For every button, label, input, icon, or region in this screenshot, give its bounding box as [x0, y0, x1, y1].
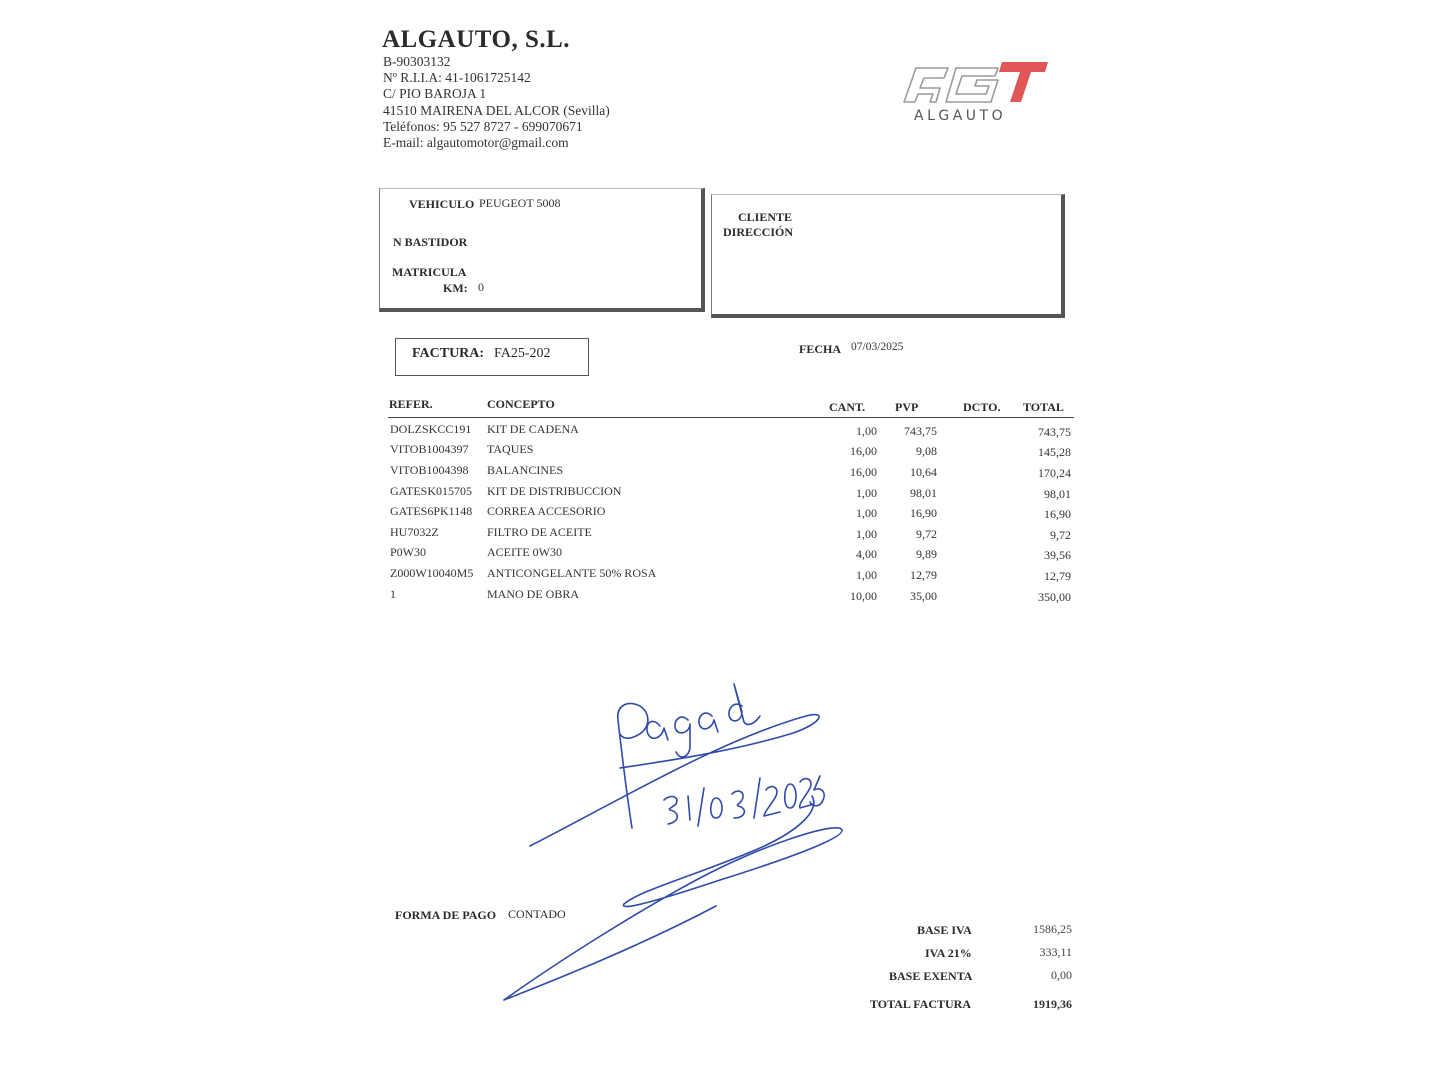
fecha-label: FECHA [799, 342, 841, 356]
total-factura-value: 1919,36 [1033, 997, 1072, 1011]
cell-cant: 1,00 [856, 424, 877, 438]
table-header-rule [388, 417, 1074, 418]
cell-pvp: 743,75 [904, 424, 937, 438]
col-header-pvp: PVP [895, 400, 919, 414]
table-row [0, 463, 1440, 483]
table-row [0, 525, 1440, 545]
table-row [0, 545, 1440, 565]
cell-concepto: KIT DE CADENA [487, 422, 579, 436]
cell-concepto: TAQUES [487, 442, 534, 456]
cell-concepto: KIT DE DISTRIBUCCION [487, 484, 622, 498]
col-header-total: TOTAL [1023, 400, 1064, 414]
table-row [0, 587, 1440, 607]
company-name: ALGAUTO, S.L. [382, 26, 571, 53]
company-city: 41510 MAIRENA DEL ALCOR (Sevilla) [383, 102, 610, 118]
cell-pvp: 35,00 [910, 589, 937, 603]
cell-total: 98,01 [1044, 487, 1071, 501]
col-header-ref: REFER. [389, 397, 433, 411]
company-details [383, 54, 610, 151]
cell-cant: 1,00 [856, 568, 877, 582]
col-header-cant: CANT. [829, 400, 866, 414]
cell-ref: Z000W10040M5 [390, 566, 474, 580]
cell-cant: 1,00 [856, 527, 877, 541]
cell-concepto: MANO DE OBRA [487, 587, 580, 601]
col-header-dcto: DCTO. [963, 400, 1001, 414]
cell-total: 350,00 [1038, 590, 1071, 604]
cell-total: 39,56 [1044, 548, 1071, 562]
cell-ref: GATES6PK1148 [390, 504, 473, 518]
cell-pvp: 10,64 [910, 465, 937, 479]
company-street: C/ PIO BAROJA 1 [383, 86, 487, 102]
cell-ref: DOLZSKCC191 [390, 422, 472, 436]
vehiculo-value: PEUGEOT 5008 [479, 196, 561, 210]
logo-subtitle: ALGAUTO [914, 108, 1007, 124]
cell-pvp: 16,90 [910, 506, 937, 520]
company-riia: Nº R.I.I.A: 41-1061725142 [383, 70, 531, 86]
cell-cant: 1,00 [856, 486, 877, 500]
direccion-label: DIRECCIÓN [723, 225, 794, 239]
cell-ref: HU7032Z [390, 525, 439, 539]
forma-pago-value: CONTADO [508, 907, 566, 921]
cell-total: 145,28 [1038, 445, 1071, 459]
cell-cant: 1,00 [856, 506, 877, 520]
cell-total: 743,75 [1038, 425, 1071, 439]
cliente-label: CLIENTE [738, 210, 793, 224]
bastidor-label: N BASTIDOR [393, 235, 468, 249]
cell-ref: GATESK015705 [390, 484, 473, 498]
cell-pvp: 9,89 [916, 547, 937, 561]
fecha-value: 07/03/2025 [851, 341, 904, 353]
cell-concepto: FILTRO DE ACEITE [487, 525, 592, 539]
factura-label: FACTURA: [412, 346, 485, 361]
cell-total: 16,90 [1044, 507, 1071, 521]
cell-pvp: 12,79 [910, 568, 937, 582]
cell-ref: VITOB1004398 [390, 463, 469, 477]
cell-cant: 10,00 [850, 589, 877, 603]
company-email: E-mail: algautomotor@gmail.com [383, 135, 569, 151]
company-phones: Teléfonos: 95 527 8727 - 699070671 [383, 118, 583, 134]
table-row [0, 504, 1440, 524]
base-iva-label: BASE IVA [917, 923, 972, 937]
cell-pvp: 9,72 [916, 527, 937, 541]
cell-cant: 16,00 [850, 444, 877, 458]
base-iva-value: 1586,25 [1033, 922, 1072, 936]
col-header-concepto: CONCEPTO [487, 397, 555, 411]
table-row [0, 442, 1440, 462]
cell-pvp: 98,01 [910, 486, 937, 500]
base-exenta-label: BASE EXENTA [889, 969, 973, 983]
base-exenta-value: 0,00 [1051, 968, 1072, 982]
cell-ref: VITOB1004397 [390, 442, 469, 456]
cell-concepto: BALANCINES [487, 463, 564, 477]
iva-value: 333,11 [1039, 945, 1072, 959]
factura-number: FA25-202 [494, 346, 551, 361]
forma-pago-label: FORMA DE PAGO [395, 908, 497, 922]
cell-total: 12,79 [1044, 569, 1071, 583]
table-row [0, 484, 1440, 504]
cell-concepto: CORREA ACCESORIO [487, 504, 606, 518]
company-cif: B-90303132 [383, 54, 451, 69]
km-value: 0 [478, 280, 484, 294]
table-row [0, 422, 1440, 442]
table-row [0, 566, 1440, 586]
km-label: KM: [443, 281, 468, 295]
cell-concepto: ANTICONGELANTE 50% ROSA [487, 566, 657, 580]
matricula-label: MATRICULA [392, 265, 467, 279]
cell-cant: 16,00 [850, 465, 877, 479]
cell-total: 9,72 [1050, 528, 1071, 542]
cell-pvp: 9,08 [916, 444, 937, 458]
cell-ref: 1 [390, 587, 396, 601]
cell-concepto: ACEITE 0W30 [487, 545, 562, 559]
iva-label: IVA 21% [925, 946, 972, 960]
vehiculo-label: VEHICULO [409, 197, 475, 211]
total-factura-label: TOTAL FACTURA [870, 997, 972, 1011]
cell-total: 170,24 [1038, 466, 1071, 480]
cell-cant: 4,00 [856, 547, 877, 561]
cell-ref: P0W30 [390, 545, 426, 559]
